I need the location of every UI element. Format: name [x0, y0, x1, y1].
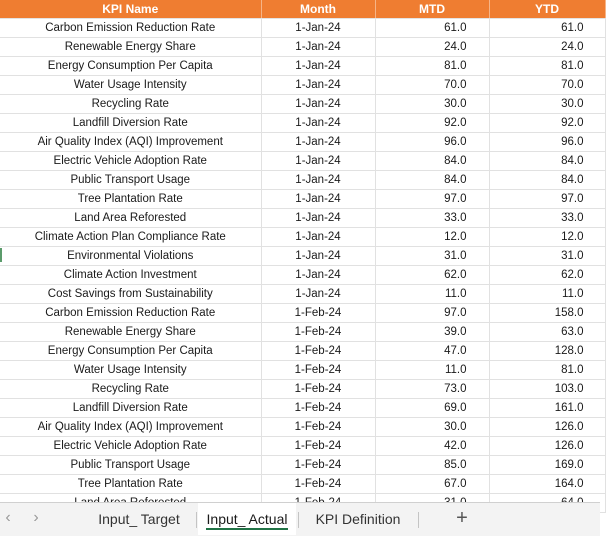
header-kpi-name[interactable]: KPI Name [0, 0, 261, 19]
mtd-cell[interactable]: 61.0 [375, 19, 489, 38]
table-row [0, 133, 605, 152]
tab-divider [418, 512, 419, 528]
kpi-name-cell[interactable]: Cost Savings from Sustainability [0, 285, 261, 304]
mtd-cell[interactable]: 33.0 [375, 209, 489, 228]
kpi-name-cell[interactable]: Climate Action Investment [0, 266, 261, 285]
ytd-cell[interactable]: 61.0 [489, 19, 605, 38]
tab-kpi-definition[interactable]: KPI Definition [315, 511, 401, 527]
tab-input-target[interactable]: Input_ Target [98, 511, 180, 527]
mtd-cell[interactable]: 96.0 [375, 133, 489, 152]
table-row [0, 38, 605, 57]
ytd-cell[interactable]: 92.0 [489, 114, 605, 133]
chevron-left-icon[interactable]: ‹ [5, 509, 11, 526]
table-row [0, 190, 605, 209]
kpi-name-cell[interactable]: Tree Plantation Rate [0, 190, 261, 209]
kpi-name-cell[interactable]: Water Usage Intensity [0, 76, 261, 95]
table-row [0, 76, 605, 95]
mtd-cell[interactable]: 84.0 [375, 171, 489, 190]
mtd-cell[interactable]: 73.0 [375, 380, 489, 399]
month-cell[interactable]: 1-Jan-24 [261, 38, 375, 57]
kpi-name-cell[interactable]: Landfill Diversion Rate [0, 114, 261, 133]
table-row [0, 285, 605, 304]
table-row [0, 437, 605, 456]
ytd-cell[interactable]: 81.0 [489, 361, 605, 380]
month-cell[interactable]: 1-Jan-24 [261, 209, 375, 228]
table-row [0, 475, 605, 494]
header-month[interactable]: Month [261, 0, 375, 19]
mtd-cell[interactable]: 97.0 [375, 190, 489, 209]
mtd-cell[interactable]: 30.0 [375, 418, 489, 437]
kpi-name-cell[interactable]: Tree Plantation Rate [0, 475, 261, 494]
sheet-tab-bar [0, 502, 600, 536]
kpi-name-cell[interactable]: Recycling Rate [0, 95, 261, 114]
table-row [0, 456, 605, 475]
ytd-cell[interactable]: 12.0 [489, 228, 605, 247]
table-row [0, 228, 605, 247]
kpi-name-cell[interactable]: Public Transport Usage [0, 456, 261, 475]
kpi-name-cell[interactable]: Land Area Reforested [0, 209, 261, 228]
table-body [0, 19, 605, 513]
table-row [0, 95, 605, 114]
mtd-cell[interactable]: 11.0 [375, 361, 489, 380]
mtd-cell[interactable]: 11.0 [375, 285, 489, 304]
kpi-name-cell[interactable]: Air Quality Index (AQI) Improvement [0, 418, 261, 437]
table-row [0, 209, 605, 228]
kpi-name-cell[interactable]: Electric Vehicle Adoption Rate [0, 437, 261, 456]
kpi-name-cell[interactable]: Water Usage Intensity [0, 361, 261, 380]
ytd-cell[interactable]: 84.0 [489, 171, 605, 190]
ytd-cell[interactable]: 70.0 [489, 76, 605, 95]
month-cell[interactable]: 1-Feb-24 [261, 475, 375, 494]
chevron-right-icon[interactable]: › [33, 509, 39, 526]
table-row [0, 114, 605, 133]
ytd-cell[interactable]: 97.0 [489, 190, 605, 209]
kpi-name-cell[interactable]: Electric Vehicle Adoption Rate [0, 152, 261, 171]
header-mtd[interactable]: MTD [375, 0, 489, 19]
tab-input-actual-label: Input_ Actual [206, 511, 288, 527]
mtd-cell[interactable]: 24.0 [375, 38, 489, 57]
kpi-name-cell[interactable]: Landfill Diversion Rate [0, 399, 261, 418]
row-selection-marker [0, 248, 2, 262]
ytd-cell[interactable]: 33.0 [489, 209, 605, 228]
kpi-name-cell[interactable]: Renewable Energy Share [0, 323, 261, 342]
table-row [0, 380, 605, 399]
ytd-cell[interactable]: 128.0 [489, 342, 605, 361]
mtd-cell[interactable]: 97.0 [375, 304, 489, 323]
month-cell[interactable]: 1-Feb-24 [261, 380, 375, 399]
table-row [0, 342, 605, 361]
ytd-cell[interactable]: 24.0 [489, 38, 605, 57]
mtd-cell[interactable]: 67.0 [375, 475, 489, 494]
ytd-cell[interactable]: 11.0 [489, 285, 605, 304]
kpi-name-cell[interactable]: Environmental Violations [0, 247, 261, 266]
month-cell[interactable]: 1-Jan-24 [261, 247, 375, 266]
kpi-name-cell[interactable]: Energy Consumption Per Capita [0, 342, 261, 361]
kpi-name-cell[interactable]: Energy Consumption Per Capita [0, 57, 261, 76]
mtd-cell[interactable]: 81.0 [375, 57, 489, 76]
kpi-name-cell[interactable]: Renewable Energy Share [0, 38, 261, 57]
kpi-name-cell[interactable]: Carbon Emission Reduction Rate [0, 304, 261, 323]
mtd-cell[interactable]: 31.0 [375, 247, 489, 266]
month-cell[interactable]: 1-Feb-24 [261, 418, 375, 437]
kpi-name-cell[interactable]: Public Transport Usage [0, 171, 261, 190]
mtd-cell[interactable]: 85.0 [375, 456, 489, 475]
ytd-cell[interactable]: 63.0 [489, 323, 605, 342]
month-cell[interactable]: 1-Feb-24 [261, 342, 375, 361]
mtd-cell[interactable]: 69.0 [375, 399, 489, 418]
table-row [0, 304, 605, 323]
table-row [0, 323, 605, 342]
ytd-cell[interactable]: 81.0 [489, 57, 605, 76]
active-tab-underline [206, 528, 288, 530]
month-cell[interactable]: 1-Jan-24 [261, 76, 375, 95]
ytd-cell[interactable]: 84.0 [489, 152, 605, 171]
ytd-cell[interactable]: 126.0 [489, 437, 605, 456]
month-cell[interactable]: 1-Jan-24 [261, 228, 375, 247]
ytd-cell[interactable]: 158.0 [489, 304, 605, 323]
kpi-name-cell[interactable]: Recycling Rate [0, 380, 261, 399]
month-cell[interactable]: 1-Feb-24 [261, 304, 375, 323]
month-cell[interactable]: 1-Jan-24 [261, 190, 375, 209]
mtd-cell[interactable]: 30.0 [375, 95, 489, 114]
ytd-cell[interactable]: 96.0 [489, 133, 605, 152]
month-cell[interactable]: 1-Feb-24 [261, 361, 375, 380]
month-cell[interactable]: 1-Feb-24 [261, 437, 375, 456]
table-row [0, 152, 605, 171]
table-row [0, 57, 605, 76]
header-ytd[interactable]: YTD [489, 0, 605, 19]
mtd-cell[interactable]: 47.0 [375, 342, 489, 361]
add-sheet-button[interactable]: + [456, 507, 468, 529]
ytd-cell[interactable]: 30.0 [489, 95, 605, 114]
month-cell[interactable]: 1-Jan-24 [261, 133, 375, 152]
kpi-name-cell[interactable]: Climate Action Plan Compliance Rate [0, 228, 261, 247]
ytd-cell[interactable]: 103.0 [489, 380, 605, 399]
mtd-cell[interactable]: 39.0 [375, 323, 489, 342]
ytd-cell[interactable]: 62.0 [489, 266, 605, 285]
mtd-cell[interactable]: 12.0 [375, 228, 489, 247]
header-row [0, 0, 605, 19]
month-cell[interactable]: 1-Jan-24 [261, 266, 375, 285]
mtd-cell[interactable]: 92.0 [375, 114, 489, 133]
ytd-cell[interactable]: 161.0 [489, 399, 605, 418]
mtd-cell[interactable]: 84.0 [375, 152, 489, 171]
month-cell[interactable]: 1-Jan-24 [261, 171, 375, 190]
month-cell[interactable]: 1-Jan-24 [261, 95, 375, 114]
month-cell[interactable]: 1-Feb-24 [261, 323, 375, 342]
ytd-cell[interactable]: 126.0 [489, 418, 605, 437]
month-cell[interactable]: 1-Jan-24 [261, 114, 375, 133]
table-row [0, 361, 605, 380]
month-cell[interactable]: 1-Feb-24 [261, 456, 375, 475]
tab-divider [196, 512, 197, 528]
month-cell[interactable]: 1-Jan-24 [261, 152, 375, 171]
table-row [0, 19, 605, 38]
table-row [0, 266, 605, 285]
mtd-cell[interactable]: 42.0 [375, 437, 489, 456]
mtd-cell[interactable]: 70.0 [375, 76, 489, 95]
kpi-name-cell[interactable]: Carbon Emission Reduction Rate [0, 19, 261, 38]
month-cell[interactable]: 1-Jan-24 [261, 19, 375, 38]
month-cell[interactable]: 1-Jan-24 [261, 57, 375, 76]
kpi-name-cell[interactable]: Air Quality Index (AQI) Improvement [0, 133, 261, 152]
month-cell[interactable]: 1-Jan-24 [261, 285, 375, 304]
tab-divider [298, 512, 299, 528]
month-cell[interactable]: 1-Feb-24 [261, 399, 375, 418]
table-row [0, 171, 605, 190]
ytd-cell[interactable]: 164.0 [489, 475, 605, 494]
mtd-cell[interactable]: 62.0 [375, 266, 489, 285]
tab-input-actual[interactable] [198, 503, 296, 535]
table-row [0, 399, 605, 418]
ytd-cell[interactable]: 169.0 [489, 456, 605, 475]
ytd-cell[interactable]: 31.0 [489, 247, 605, 266]
table-row [0, 247, 605, 266]
table-row [0, 418, 605, 437]
